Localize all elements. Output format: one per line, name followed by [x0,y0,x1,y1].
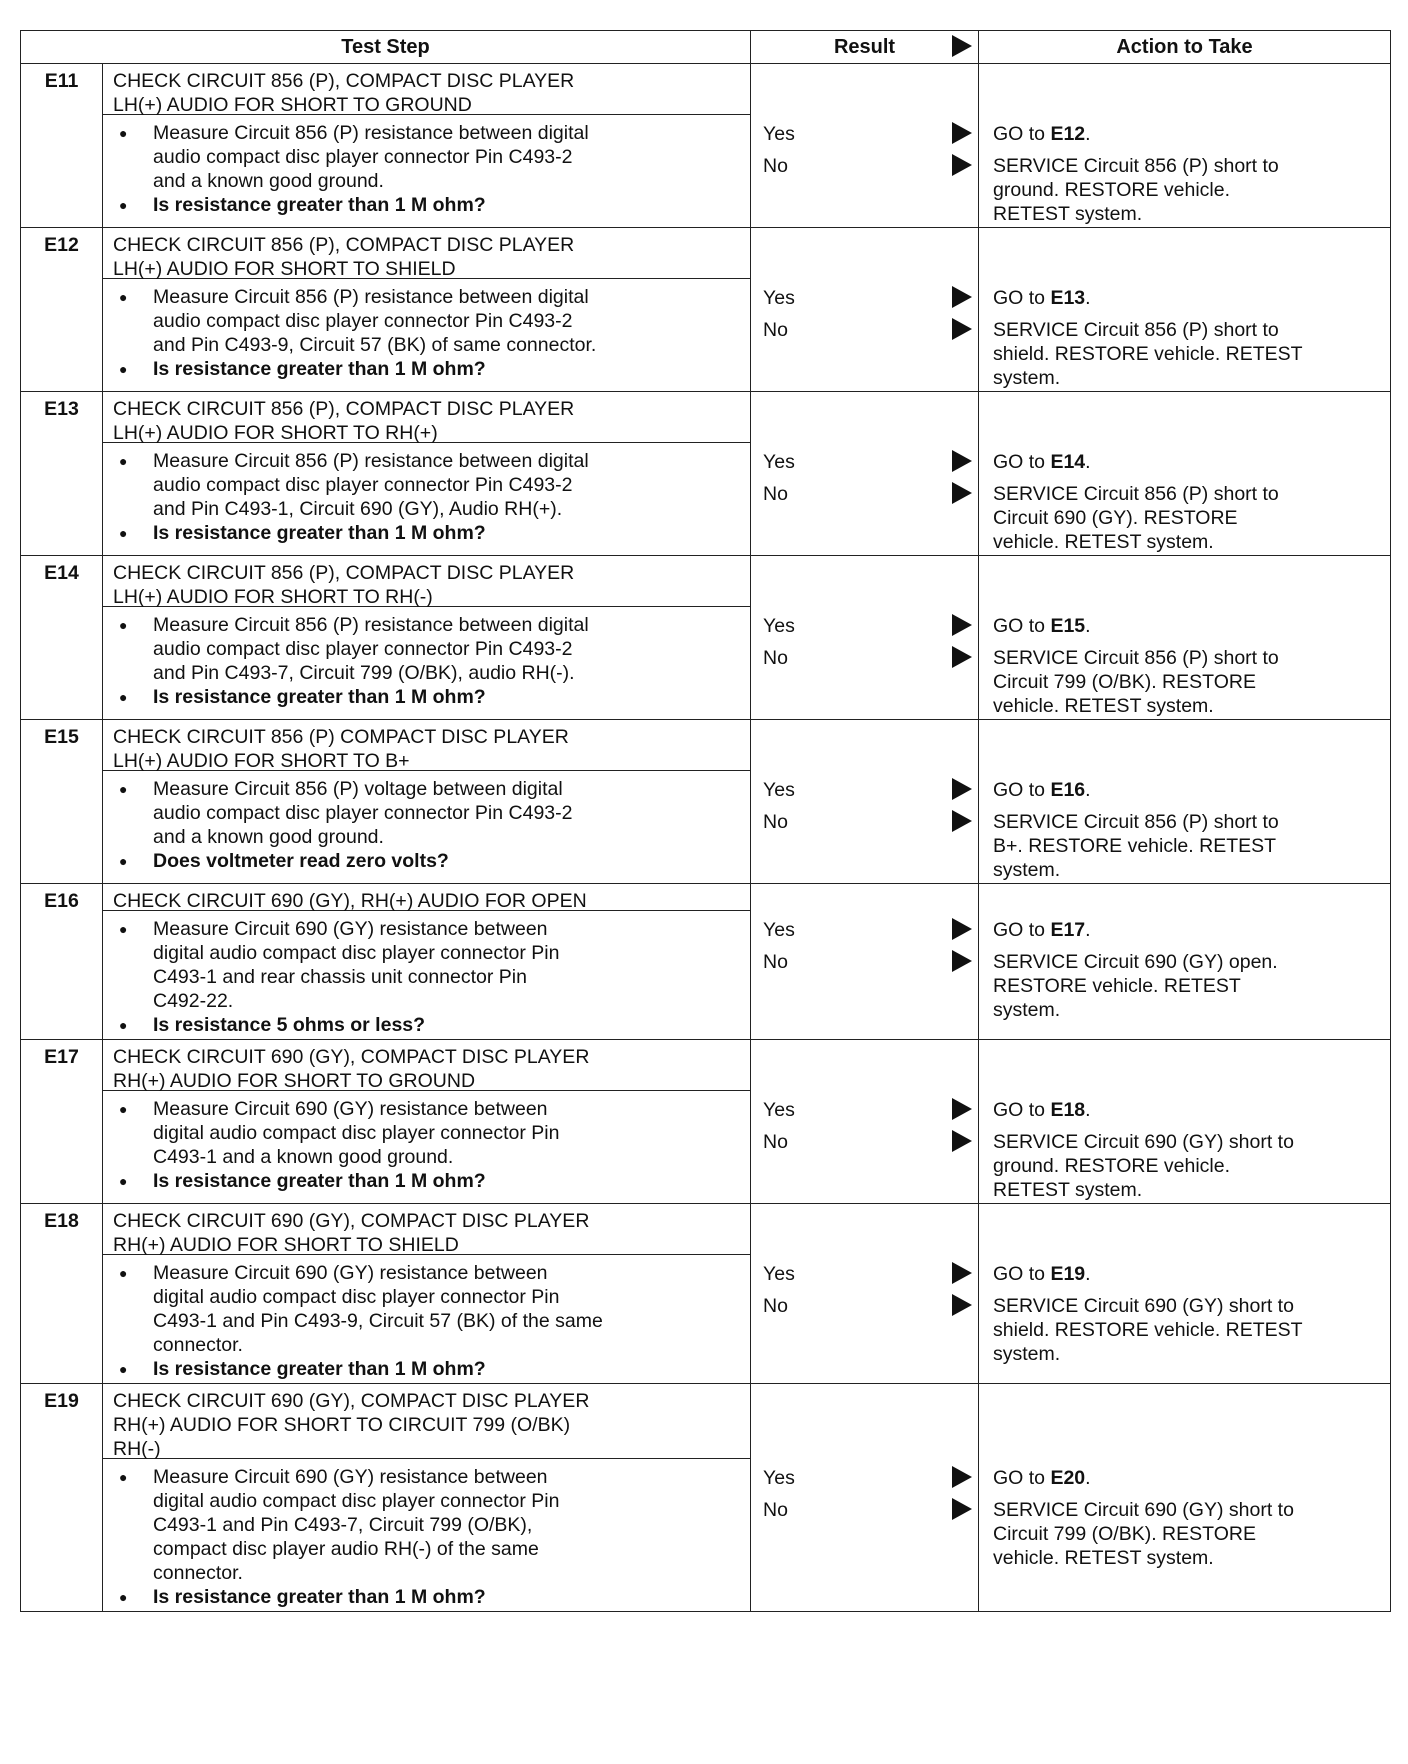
arrow-right-icon [952,614,972,636]
step-question: ● Is resistance 5 ohms or less? [153,1013,742,1037]
step-title-line: CHECK CIRCUIT 856 (P) COMPACT DISC PLAYER [113,726,569,748]
step-id: E14 [21,556,103,720]
yes-action [993,614,1384,638]
result-yes-label: Yes [763,1099,795,1121]
step-title [103,1040,750,1090]
bullet-item [153,917,742,1013]
no-action-line: SERVICE Circuit 856 (P) short to [993,647,1279,669]
yes-action-target: E20 [1050,1467,1086,1489]
yes-action-prefix: GO to [993,1467,1051,1489]
step-title-line: CHECK CIRCUIT 856 (P), COMPACT DISC PLAYER [113,562,575,584]
no-action-line: SERVICE Circuit 690 (GY) short to [993,1295,1294,1317]
yes-action-target: E16 [1050,779,1086,801]
yes-action-target: E19 [1050,1263,1086,1285]
action-cell [979,1384,1391,1612]
result-yes [757,450,972,474]
arrow-right-icon [952,918,972,940]
action-cell [979,392,1391,556]
test-step-row [21,64,1391,228]
test-step-row [21,1040,1391,1204]
bullet-line: digital audio compact disc player connector Pin [153,1490,560,1512]
action-cell [979,64,1391,228]
result-yes-label: Yes [763,451,795,473]
result-no [757,810,972,834]
result-yes-label: Yes [763,615,795,637]
action-cell [979,556,1391,720]
bullet-line: ● Measure Circuit 690 (GY) resistance between [153,918,548,940]
no-action-line: B+. RESTORE vehicle. RETEST [993,835,1277,857]
arrow-right-icon [952,286,972,308]
no-action-line: shield. RESTORE vehicle. RETEST [993,1319,1303,1341]
step-title-line: LH(+) AUDIO FOR SHORT TO RH(-) [113,586,433,608]
yes-action [993,122,1384,146]
result-no [757,646,972,670]
bullet-line: and Pin C493-1, Circuit 690 (GY), Audio RH(+). [153,498,563,520]
arrow-right-icon [952,1466,972,1488]
step-question: ● Does voltmeter read zero volts? [153,849,742,873]
step-body [103,114,750,223]
result-no-label: No [763,647,788,669]
bullet-line: and a known good ground. [153,826,384,848]
arrow-right-icon [952,778,972,800]
result-no-label: No [763,1499,788,1521]
header-result [751,31,979,64]
no-action-line: ground. RESTORE vehicle. [993,179,1231,201]
yes-action-prefix: GO to [993,451,1051,473]
arrow-right-icon [952,1130,972,1152]
no-action [993,810,1384,882]
no-action-line: system. [993,367,1061,389]
step-body [103,442,750,551]
step-bullets [103,607,750,713]
result-cell [751,1204,979,1384]
table-body [21,64,1391,1612]
step-bullets [103,771,750,877]
result-no [757,1130,972,1154]
test-step-row [21,228,1391,392]
yes-action-target: E17 [1050,919,1086,941]
step-id: E19 [21,1384,103,1612]
result-no-label: No [763,1131,788,1153]
arrow-right-icon [952,1262,972,1284]
arrow-right-icon [952,122,972,144]
step-question: ● Is resistance greater than 1 M ohm? [153,357,742,381]
bullet-item [153,777,742,849]
yes-action-suffix: . [1085,287,1091,309]
bullet-line: C493-1 and a known good ground. [153,1146,454,1168]
yes-action [993,918,1384,942]
no-action [993,154,1384,226]
bullet-line: C492-22. [153,990,234,1012]
no-action-line: RETEST system. [993,203,1143,225]
result-yes [757,918,972,942]
step-body [103,1458,750,1607]
result-yes [757,122,972,146]
step-content [103,720,751,884]
result-yes [757,1466,972,1490]
action-cell [979,884,1391,1040]
no-action-line: Circuit 799 (O/BK). RESTORE [993,1523,1256,1545]
bullet-line: digital audio compact disc player connector Pin [153,1122,560,1144]
step-title [103,556,750,606]
header-test-step: Test Step [21,31,751,64]
result-cell [751,884,979,1040]
yes-action-suffix: . [1085,123,1091,145]
no-action-line: Circuit 799 (O/BK). RESTORE [993,671,1256,693]
test-step-row [21,556,1391,720]
step-title-line: CHECK CIRCUIT 690 (GY), COMPACT DISC PLAYER [113,1046,590,1068]
bullet-item [153,449,742,521]
step-bullets [103,115,750,221]
step-title-line: CHECK CIRCUIT 690 (GY), COMPACT DISC PLAYER [113,1390,590,1412]
no-action [993,318,1384,390]
bullet-item [153,285,742,357]
result-cell [751,228,979,392]
bullet-line: ● Measure Circuit 690 (GY) resistance between [153,1466,548,1488]
yes-action-suffix: . [1085,779,1091,801]
step-title-line: RH(+) AUDIO FOR SHORT TO SHIELD [113,1234,459,1256]
action-cell [979,1204,1391,1384]
result-yes [757,1262,972,1286]
yes-action-suffix: . [1085,615,1091,637]
test-step-row [21,1204,1391,1384]
bullet-line: ● Measure Circuit 690 (GY) resistance between [153,1098,548,1120]
yes-action-suffix: . [1085,1099,1091,1121]
step-title [103,392,750,442]
result-yes [757,286,972,310]
bullet-item [153,1465,742,1585]
no-action-line: vehicle. RETEST system. [993,1547,1214,1569]
step-bullets [103,1255,750,1385]
step-title [103,64,750,114]
bullet-line: connector. [153,1562,243,1584]
yes-action-prefix: GO to [993,615,1051,637]
no-action-line: SERVICE Circuit 690 (GY) short to [993,1131,1294,1153]
yes-action [993,450,1384,474]
bullet-line: audio compact disc player connector Pin C493-2 [153,638,573,660]
bullet-line: C493-1 and Pin C493-7, Circuit 799 (O/BK), [153,1514,533,1536]
result-yes [757,778,972,802]
test-step-row [21,392,1391,556]
result-no [757,154,972,178]
arrow-right-icon [952,950,972,972]
bullet-line: ● Measure Circuit 856 (P) resistance between digital [153,122,589,144]
step-id: E16 [21,884,103,1040]
step-title-line: LH(+) AUDIO FOR SHORT TO RH(+) [113,422,438,444]
step-id: E18 [21,1204,103,1384]
step-id: E12 [21,228,103,392]
header-result-label: Result [833,36,896,58]
arrow-right-icon [952,154,972,176]
step-title-line: RH(-) [113,1438,161,1460]
bullet-line: ● Measure Circuit 856 (P) resistance between digital [153,450,589,472]
no-action-line: SERVICE Circuit 856 (P) short to [993,811,1279,833]
test-step-row [21,1384,1391,1612]
no-action-line: system. [993,859,1061,881]
step-title-line: CHECK CIRCUIT 856 (P), COMPACT DISC PLAYER [113,70,575,92]
result-no-label: No [763,951,788,973]
arrow-right-icon [952,482,972,504]
bullet-line: C493-1 and Pin C493-9, Circuit 57 (BK) of the same [153,1310,603,1332]
no-action [993,950,1384,1022]
no-action [993,1498,1384,1570]
step-content [103,228,751,392]
test-step-row [21,720,1391,884]
action-cell [979,720,1391,884]
step-question: ● Is resistance greater than 1 M ohm? [153,193,742,217]
yes-action-target: E15 [1050,615,1086,637]
step-question: ● Is resistance greater than 1 M ohm? [153,685,742,709]
test-step-sheet [20,30,1390,1612]
no-action [993,646,1384,718]
no-action [993,482,1384,554]
result-no [757,482,972,506]
step-title-line: LH(+) AUDIO FOR SHORT TO B+ [113,750,410,772]
yes-action [993,286,1384,310]
step-body [103,1090,750,1199]
arrow-right-icon [952,646,972,668]
arrow-right-icon [952,1294,972,1316]
bullet-line: ● Measure Circuit 856 (P) resistance between digital [153,286,589,308]
no-action [993,1130,1384,1202]
bullet-line: audio compact disc player connector Pin C493-2 [153,146,573,168]
step-id: E13 [21,392,103,556]
result-no-label: No [763,483,788,505]
result-no [757,950,972,974]
bullet-line: audio compact disc player connector Pin C493-2 [153,474,573,496]
yes-action-suffix: . [1085,451,1091,473]
yes-action-prefix: GO to [993,1263,1051,1285]
no-action-line: SERVICE Circuit 690 (GY) open. [993,951,1278,973]
result-cell [751,1384,979,1612]
step-bullets [103,279,750,385]
no-action-line: system. [993,999,1061,1021]
bullet-line: digital audio compact disc player connector Pin [153,1286,560,1308]
step-title-line: LH(+) AUDIO FOR SHORT TO GROUND [113,94,472,116]
bullet-line: ● Measure Circuit 856 (P) voltage between digital [153,778,563,800]
result-no [757,1498,972,1522]
bullet-line: connector. [153,1334,243,1356]
yes-action-suffix: . [1085,1263,1091,1285]
yes-action [993,778,1384,802]
step-title [103,1384,750,1458]
result-yes-label: Yes [763,287,795,309]
result-cell [751,1040,979,1204]
step-bullets [103,911,750,1041]
step-title [103,884,750,910]
yes-action [993,1098,1384,1122]
step-question: ● Is resistance greater than 1 M ohm? [153,1357,742,1381]
step-id: E11 [21,64,103,228]
no-action-line: SERVICE Circuit 856 (P) short to [993,319,1279,341]
result-no-label: No [763,319,788,341]
step-title-line: CHECK CIRCUIT 690 (GY), RH(+) AUDIO FOR OPEN [113,890,587,912]
step-title-line: CHECK CIRCUIT 856 (P), COMPACT DISC PLAYER [113,234,575,256]
arrow-right-icon [952,450,972,472]
no-action-line: SERVICE Circuit 856 (P) short to [993,483,1279,505]
yes-action-prefix: GO to [993,779,1051,801]
yes-action-prefix: GO to [993,287,1051,309]
step-question: ● Is resistance greater than 1 M ohm? [153,1585,742,1609]
step-content [103,64,751,228]
step-id: E15 [21,720,103,884]
no-action-line: RETEST system. [993,1179,1143,1201]
step-title-line: CHECK CIRCUIT 856 (P), COMPACT DISC PLAYER [113,398,575,420]
no-action-line: Circuit 690 (GY). RESTORE [993,507,1238,529]
step-content [103,556,751,720]
bullet-line: and Pin C493-9, Circuit 57 (BK) of same connector. [153,334,597,356]
step-body [103,910,750,1035]
step-title-line: RH(+) AUDIO FOR SHORT TO GROUND [113,1070,476,1092]
no-action [993,1294,1384,1366]
yes-action-prefix: GO to [993,919,1051,941]
bullet-line: and Pin C493-7, Circuit 799 (O/BK), audio RH(-). [153,662,575,684]
bullet-line: audio compact disc player connector Pin C493-2 [153,310,573,332]
yes-action-prefix: GO to [993,123,1051,145]
bullet-line: and a known good ground. [153,170,384,192]
step-body [103,770,750,879]
no-action-line: system. [993,1343,1061,1365]
test-step-row [21,884,1391,1040]
bullet-line: audio compact disc player connector Pin C493-2 [153,802,573,824]
step-question: ● Is resistance greater than 1 M ohm? [153,1169,742,1193]
no-action-line: vehicle. RETEST system. [993,695,1214,717]
result-yes-label: Yes [763,919,795,941]
no-action-line: RESTORE vehicle. RETEST [993,975,1241,997]
yes-action-target: E14 [1050,451,1086,473]
step-title-line: CHECK CIRCUIT 690 (GY), COMPACT DISC PLAYER [113,1210,590,1232]
step-body [103,606,750,715]
no-action-line: vehicle. RETEST system. [993,531,1214,553]
bullet-line: ● Measure Circuit 856 (P) resistance between digital [153,614,589,636]
bullet-line: C493-1 and rear chassis unit connector Pin [153,966,527,988]
no-action-line: SERVICE Circuit 690 (GY) short to [993,1499,1294,1521]
step-id: E17 [21,1040,103,1204]
step-bullets [103,1459,750,1613]
result-no [757,1294,972,1318]
arrow-right-icon [952,1098,972,1120]
step-body [103,1254,750,1379]
result-yes [757,1098,972,1122]
test-step-table [20,30,1391,1612]
result-cell [751,556,979,720]
step-content [103,1384,751,1612]
result-yes-label: Yes [763,1263,795,1285]
yes-action [993,1262,1384,1286]
yes-action-suffix: . [1085,919,1091,941]
step-body [103,278,750,387]
yes-action-target: E13 [1050,287,1086,309]
step-title-line: RH(+) AUDIO FOR SHORT TO CIRCUIT 799 (O/BK) [113,1414,571,1436]
bullet-line: compact disc player audio RH(-) of the same [153,1538,539,1560]
step-title [103,720,750,770]
result-yes-label: Yes [763,123,795,145]
table-header-row [21,31,1391,64]
bullet-item [153,1097,742,1169]
arrow-right-icon [952,318,972,340]
step-content [103,392,751,556]
no-action-line: ground. RESTORE vehicle. [993,1155,1231,1177]
arrow-right-icon [952,810,972,832]
result-no [757,318,972,342]
yes-action-suffix: . [1085,1467,1091,1489]
result-no-label: No [763,155,788,177]
result-yes-label: Yes [763,1467,795,1489]
bullet-line: digital audio compact disc player connector Pin [153,942,560,964]
no-action-line: shield. RESTORE vehicle. RETEST [993,343,1303,365]
header-action: Action to Take [979,31,1391,64]
step-content [103,1040,751,1204]
yes-action-target: E18 [1050,1099,1086,1121]
step-content [103,884,751,1040]
action-cell [979,1040,1391,1204]
bullet-item [153,1261,742,1357]
bullet-item [153,613,742,685]
result-no-label: No [763,811,788,833]
yes-action [993,1466,1384,1490]
step-bullets [103,1091,750,1197]
step-title-line: LH(+) AUDIO FOR SHORT TO SHIELD [113,258,456,280]
result-cell [751,64,979,228]
arrow-right-icon [952,35,972,57]
step-bullets [103,443,750,549]
bullet-item [153,121,742,193]
step-title [103,228,750,278]
no-action-line: SERVICE Circuit 856 (P) short to [993,155,1279,177]
yes-action-target: E12 [1050,123,1086,145]
result-yes [757,614,972,638]
step-question: ● Is resistance greater than 1 M ohm? [153,521,742,545]
action-cell [979,228,1391,392]
result-cell [751,392,979,556]
arrow-right-icon [952,1498,972,1520]
result-yes-label: Yes [763,779,795,801]
result-no-label: No [763,1295,788,1317]
result-cell [751,720,979,884]
step-title [103,1204,750,1254]
bullet-line: ● Measure Circuit 690 (GY) resistance between [153,1262,548,1284]
step-content [103,1204,751,1384]
yes-action-prefix: GO to [993,1099,1051,1121]
